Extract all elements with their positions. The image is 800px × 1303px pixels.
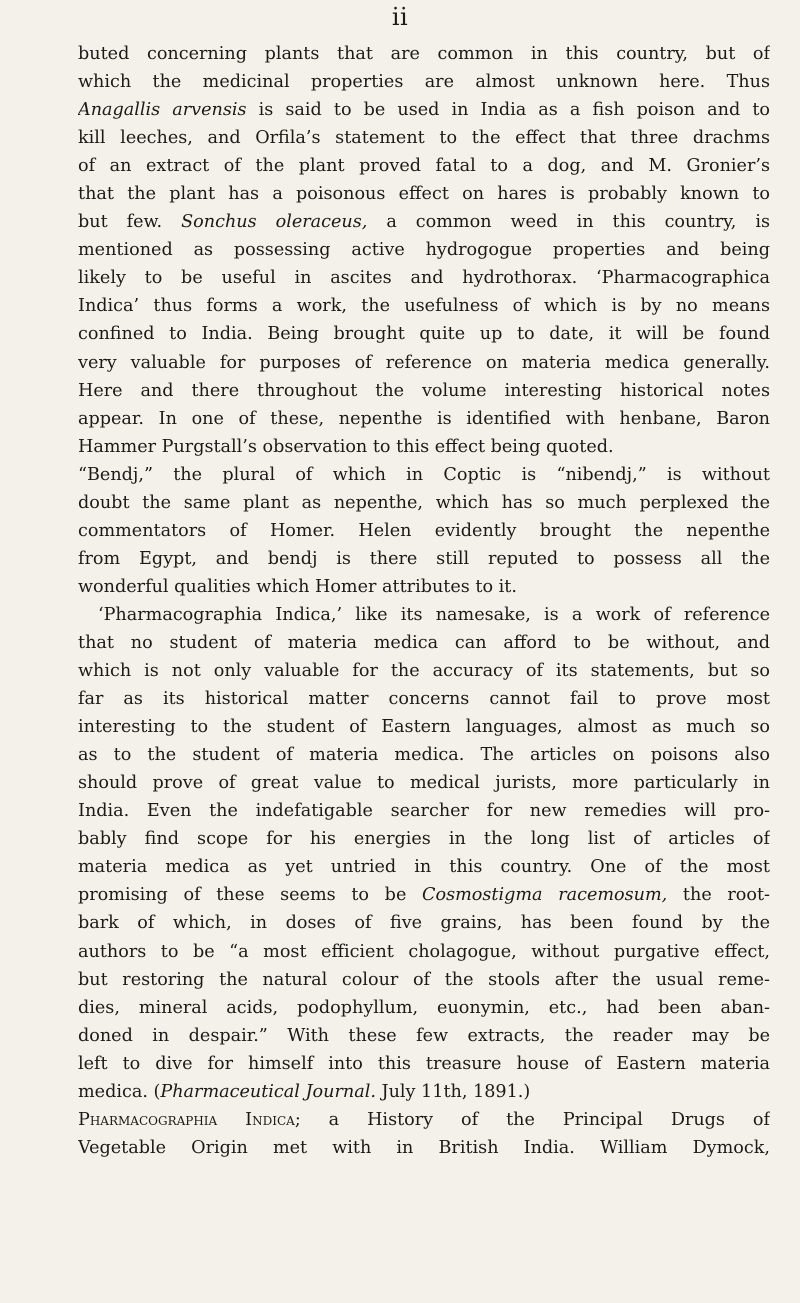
text-run: but few. [78,212,182,233]
text-line [78,825,770,853]
text-line [78,461,770,489]
text-run: dies, mineral acids, podophyllum, euonymin, etc., had been aban- [78,997,770,1018]
text-line [78,1106,770,1134]
text-line [78,797,770,825]
text-run: kill leeches, and Orfila’s statement to the effect that three drachms [78,128,770,149]
text-run: materia medica as yet untried in this country. One of the most [78,857,770,878]
text-run: India. Even the indefatigable searcher for new remedies will pro- [78,801,770,822]
text-line [78,40,770,68]
text-line [78,629,770,657]
text-run: authors to be “a most efficient cholagogue, without purgative effect, [78,941,770,962]
text-run: Hammer Purgstall’s observation to this effect being quoted. [78,436,614,457]
text-line [78,96,770,124]
text-line [78,405,770,433]
text-run: buted concerning plants that are common in this country, but of [78,44,770,64]
text-line [78,881,770,909]
text-line [78,517,770,545]
text-run: medica. ( [78,1081,161,1102]
italic-text: Pharmaceutical Journal. [160,1081,376,1102]
italic-text: Anagallis arvensis [78,100,247,121]
small-caps-text: Pharmacographia Indica [78,1109,295,1130]
text-run: which the medicinal properties are almost unknown here. Thus [78,72,770,93]
text-line [78,853,770,881]
text-run: bark of which, in doses of five grains, has been found by the [78,913,770,934]
text-run: far as its historical matter concerns cannot fail to prove most [78,689,770,710]
text-run: “Bendj,” the plural of which in Coptic is “nibendj,” is without [78,464,770,485]
text-line [78,573,770,601]
text-line [78,713,770,741]
text-line [78,938,770,966]
text-run: mentioned as possessing active hydrogogue properties and being [78,240,770,261]
text-run: ; a History of the Principal Drugs of [294,1109,770,1130]
text-line [78,152,770,180]
text-run: doubt the same plant as nepenthe, which has so much perplexed the [78,492,770,513]
italic-text: Cosmostigma racemosum, [422,885,668,906]
page-number: ii [391,3,409,31]
text-run: a common weed in this country, is [367,212,770,233]
text-run: as to the student of materia medica. The articles on poisons also [78,745,770,766]
text-line [78,1078,770,1106]
text-line [78,489,770,517]
text-line [78,349,770,377]
text-line [78,741,770,769]
text-line [78,1134,770,1162]
text-line [78,909,770,937]
text-line [78,966,770,994]
text-line [78,264,770,292]
text-line [78,1050,770,1078]
text-line [78,1022,770,1050]
text-line [78,657,770,685]
text-run: is said to be used in India as a fish poison and to [246,100,770,121]
text-run: Here and there throughout the volume interesting historical notes [78,380,770,401]
text-run: promising of these seems to be [78,885,423,906]
text-run: very valuable for purposes of reference on materia medica generally. [78,352,770,373]
text-run: Vegetable Origin met with in British India. William Dymock, [78,1137,770,1158]
text-run: Indica’ thus forms a work, the usefulness of which is by no means [78,296,770,317]
text-line [78,124,770,152]
text-run: the root- [667,885,770,906]
text-run: bably find scope for his energies in the long list of articles of [78,829,770,850]
text-line [78,292,770,320]
text-run: interesting to the student of Eastern languages, almost as much so [78,717,770,738]
text-line [78,320,770,348]
text-line [78,601,770,629]
text-run: commentators of Homer. Helen evidently brought the nepenthe [78,520,770,541]
text-run: ‘Pharmacographia Indica,’ like its namesake, is a work of reference [98,604,770,625]
text-run: doned in despair.” With these few extracts, the reader may be [78,1025,770,1046]
text-run: that no student of materia medica can afford to be without, and [78,632,770,653]
text-line [78,685,770,713]
text-line [78,769,770,797]
text-line [78,180,770,208]
text-run: but restoring the natural colour of the stools after the usual reme- [78,969,770,990]
text-run: wonderful qualities which Homer attributes to it. [78,576,517,597]
body-text [78,40,770,1162]
text-line [78,433,770,461]
text-run: confined to India. Being brought quite up to date, it will be found [78,324,770,345]
text-line [78,208,770,236]
text-line [78,236,770,264]
text-run: left to dive for himself into this treasure house of Eastern materia [78,1053,770,1074]
text-line [78,68,770,96]
text-run: should prove of great value to medical jurists, more particularly in [78,773,770,794]
text-run: likely to be useful in ascites and hydrothorax. ‘Pharmacographica [78,268,770,289]
text-line [78,545,770,573]
text-run: July 11th, 1891.) [375,1081,531,1102]
text-line [78,377,770,405]
text-line [78,994,770,1022]
text-run: of an extract of the plant proved fatal to a dog, and M. Gronier’s [78,156,770,177]
text-run: which is not only valuable for the accuracy of its statements, but so [78,661,770,682]
text-run: appear. In one of these, nepenthe is identified with henbane, Baron [78,408,770,429]
text-run: from Egypt, and bendj is there still reputed to possess all the [78,548,770,569]
italic-text: Sonchus oleraceus, [181,212,368,233]
text-run: that the plant has a poisonous effect on hares is probably known to [78,184,770,205]
